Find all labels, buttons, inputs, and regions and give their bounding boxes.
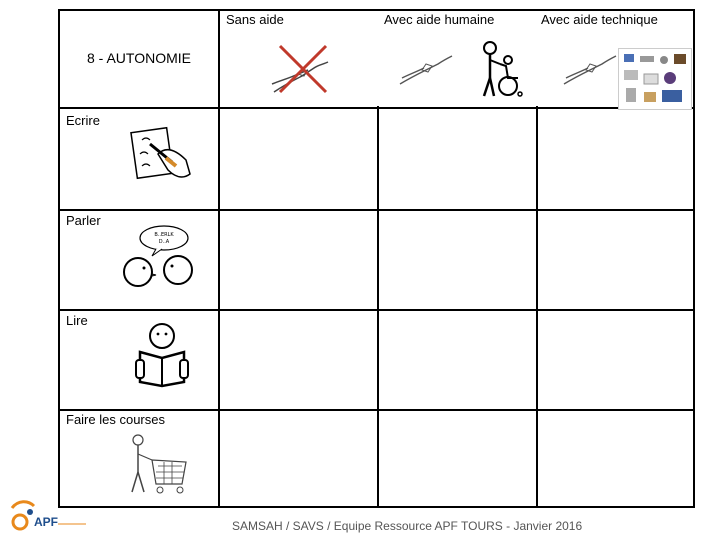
row-label-faire-les-courses: Faire les courses bbox=[66, 412, 165, 427]
svg-text:D..A: D..A bbox=[158, 239, 170, 245]
svg-text:B..ERLK: B..ERLK bbox=[154, 232, 174, 238]
header-avec-aide-technique: Avec aide technique bbox=[541, 12, 658, 27]
header-sans-aide: Sans aide bbox=[226, 12, 284, 27]
speaking-faces-icon bbox=[118, 224, 198, 290]
row-divider bbox=[60, 309, 693, 311]
handshake-crossed-icon bbox=[268, 40, 334, 100]
column-divider bbox=[218, 11, 220, 506]
helping-hands-icon bbox=[562, 50, 618, 90]
page-title: 8 - AUTONOMIE bbox=[87, 50, 191, 66]
shopping-cart-icon bbox=[126, 432, 192, 498]
row-divider bbox=[60, 409, 693, 411]
row-label-lire: Lire bbox=[66, 313, 88, 328]
row-label-ecrire: Ecrire bbox=[66, 113, 100, 128]
writing-hand-icon bbox=[130, 124, 194, 186]
row-label-parler: Parler bbox=[66, 213, 101, 228]
apf-logo-icon bbox=[8, 498, 88, 534]
row-divider bbox=[60, 107, 693, 109]
reading-person-icon bbox=[134, 322, 190, 388]
footer-text: SAMSAH / SAVS / Equipe Ressource APF TOURS - Janvier 2016 bbox=[232, 519, 583, 533]
technical-aids-icon bbox=[618, 48, 692, 110]
logo-text: APF bbox=[34, 515, 58, 529]
column-divider bbox=[377, 106, 379, 506]
column-divider bbox=[536, 106, 538, 506]
header-avec-aide-humaine: Avec aide humaine bbox=[384, 12, 495, 27]
wheelchair-assistant-icon bbox=[478, 40, 524, 100]
row-divider bbox=[60, 209, 693, 211]
helping-hands-icon bbox=[398, 50, 454, 90]
